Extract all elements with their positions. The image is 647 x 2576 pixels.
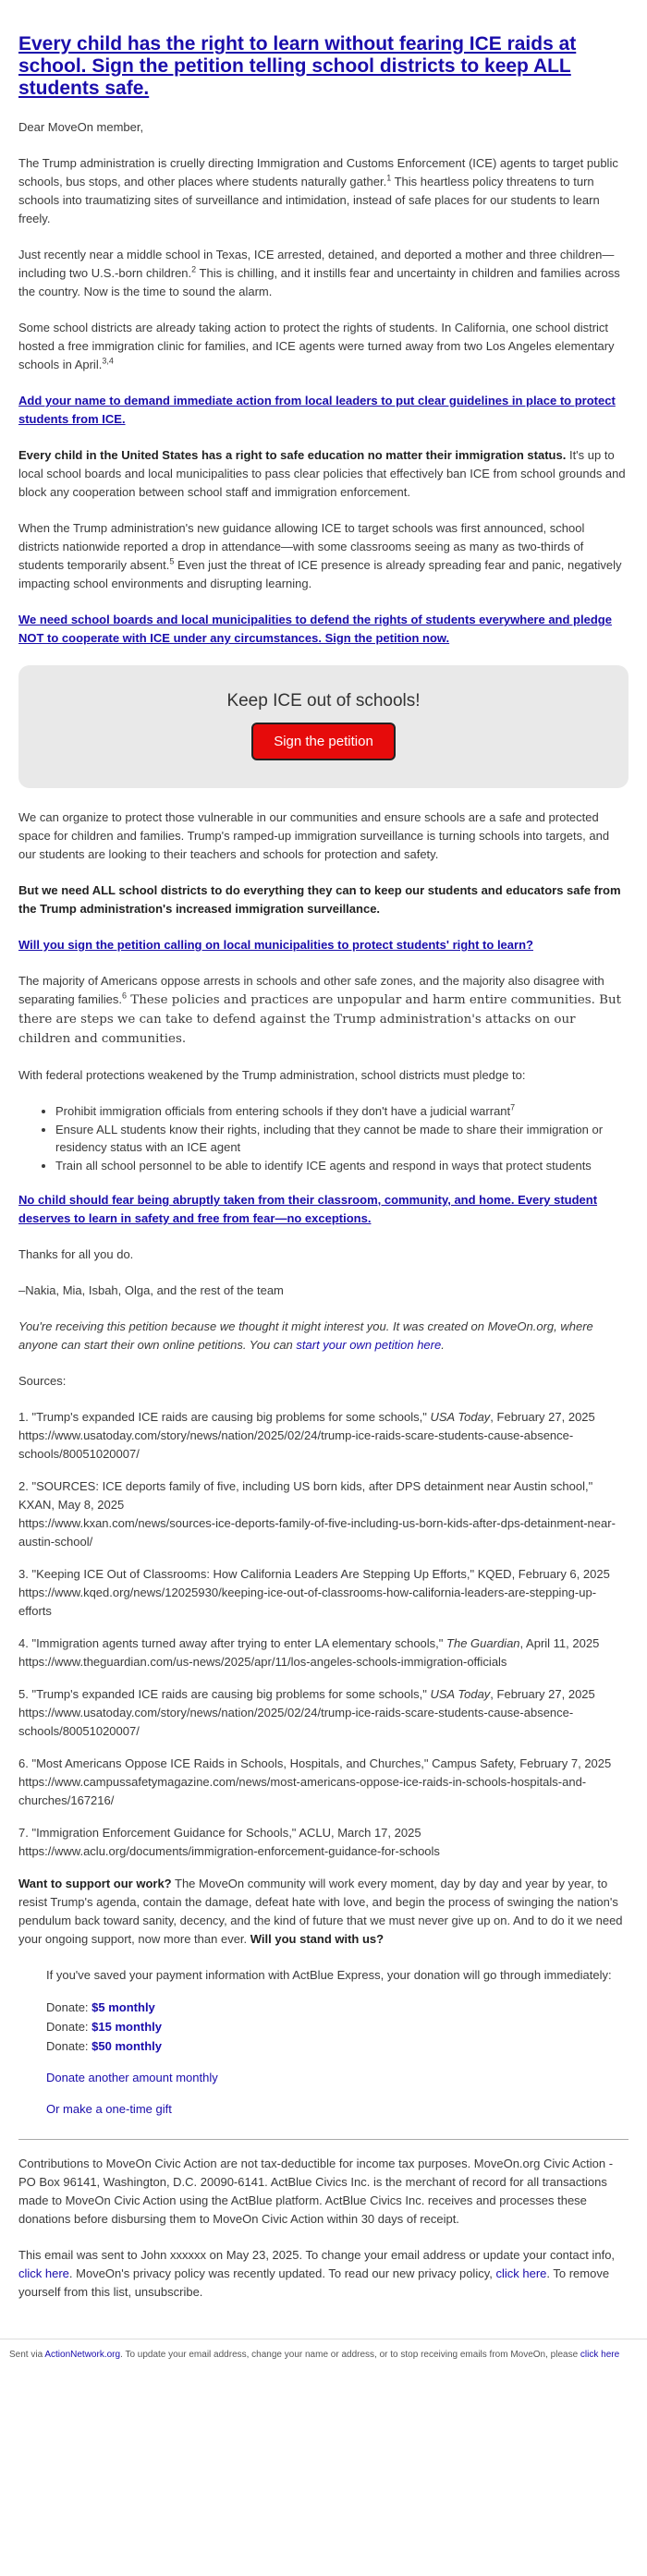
start-petition-link[interactable]: start your own petition here: [296, 1338, 442, 1352]
cta-title: Keep ICE out of schools!: [226, 691, 421, 711]
list-item: • Train all school personnel to be able to identify ICE agents and respond in ways that protect students: [55, 1157, 629, 1174]
footer-click-here-link[interactable]: click here: [580, 2350, 620, 2360]
source-item: 6. "Most Americans Oppose ICE Raids in Schools, Hospitals, and Churches," Campus Safety, February 7, 2025 https://www.campussafetymagazine.com/news/most-americans-oppose-ice-raids-in-schools-hospitals-and-churches/167216/: [18, 1756, 612, 1807]
source-item: 4. "Immigration agents turned away after trying to enter LA elementary schools," The Guardian, April 11, 2025 https://www.theguardian.com/us-news/2025/apr/11/los-angeles-schools-immigration-officials: [18, 1636, 600, 1669]
donate-5-link[interactable]: $5 monthly: [92, 2000, 155, 2014]
sign-petition-button[interactable]: Sign the petition: [251, 723, 396, 760]
action-network-link[interactable]: ActionNetwork.org: [44, 2350, 121, 2360]
source-url: https://www.kqed.org/news/12025930/keeping-ice-out-of-classrooms-how-california-leaders-are-stepping-up-efforts: [18, 1586, 597, 1618]
donate-15-link[interactable]: $15 monthly: [92, 2020, 163, 2034]
source-url: https://www.kxan.com/news/sources-ice-deports-family-of-five-including-us-born-kids-after-dps-detainment-near-austin-school/: [18, 1516, 616, 1549]
donate-block: [18, 1966, 629, 2119]
one-time-gift-link[interactable]: Or make a one-time gift: [46, 2102, 172, 2116]
headline[interactable]: Every child has the right to learn without fearing ICE raids at school. Sign the petition telling school districts to keep ALL students safe.: [18, 33, 577, 99]
sources-label: Sources:: [18, 1374, 67, 1388]
thanks: Thanks for all you do.: [18, 1247, 134, 1261]
email-body: [0, 33, 647, 2302]
cta-box: [18, 665, 629, 788]
divider: [18, 2139, 629, 2140]
rights-paragraph: Every child in the United States has a right to safe education no matter their immigration status. It's up to local school boards and local municipalities to pass clear policies that effectively ban ICE from school grounds and block any cooperation between school staff and immigration enforcement.: [18, 448, 626, 499]
california-paragraph: Some school districts are already taking action to protect the rights of students. In California, one school district hosted a free immigration clinic for families, and ICE agents were turned away from two Los Angeles elementary schools in April.$^{3,4}$: [18, 321, 615, 371]
petition-link-4[interactable]: No child should fear being abruptly taken from their classroom, community, and home. Every student deserves to learn in safety and free from fear—no exceptions.: [18, 1193, 598, 1225]
petition-link-3[interactable]: Will you sign the petition calling on local municipalities to protect students' right to learn?: [18, 938, 533, 952]
organize-paragraph: We can organize to protect those vulnerable in our communities and ensure schools are a safe and protected space for children and families. Trump's ramped-up immigration surveillance is turning schools into targets, and our students are looking to their teachers and schools for protection and safety.: [18, 810, 610, 861]
donate-other-link[interactable]: Donate another amount monthly: [46, 2071, 218, 2084]
donate-row: Donate: $15 monthly: [46, 2020, 163, 2034]
attendance-paragraph: When the Trump administration's new guidance allowing ICE to target schools was first announced, school districts nationwide reported a drop in attendance—with some classrooms seeing as many as two-thirds of students temporarily absent.$^5$ Even just the threat of ICE presence is already spreading fear and panic, negatively impacting school environments and disrupting learning.: [18, 521, 622, 590]
petition-notice: You're receiving this petition because we thought it might interest you. It was created on MoveOn.org, where anyone can start their own online petitions. You can start your own petition here.: [18, 1319, 593, 1352]
donate-50-link[interactable]: $50 monthly: [92, 2039, 163, 2053]
donate-intro: If you've saved your payment information with ActBlue Express, your donation will go through immediately:: [46, 1968, 612, 1982]
footnote-ref: 6: [122, 990, 128, 1001]
footnote-ref: 7: [510, 1102, 516, 1112]
pledge-intro: With federal protections weakened by the Trump administration, school districts must pledge to:: [18, 1068, 526, 1082]
source-item: 3. "Keeping ICE Out of Classrooms: How California Leaders Are Stepping Up Efforts," KQED, February 6, 2025 https://www.kqed.org/news/12025930/keeping-ice-out-of-classrooms-how-california-leaders-are-stepping-up-efforts: [18, 1567, 610, 1618]
texas-paragraph: Just recently near a middle school in Texas, ICE arrested, detained, and deported a mother and three children—including two U.S.-born children.$^2$ This is chilling, and it instills fear and uncertainty in children and families across the country. Now is the time to sound the alarm.: [18, 248, 620, 298]
petition-link-1[interactable]: Add your name to demand immediate action from local leaders to put clear guidelines in place to protect students from ICE.: [18, 394, 616, 426]
signoff: –Nakia, Mia, Isbah, Olga, and the rest of the team: [18, 1283, 284, 1297]
footnote-ref: 3,4: [102, 356, 114, 366]
footnote-ref: 2: [191, 264, 197, 274]
legal-text: Contributions to MoveOn Civic Action are not tax-deductible for income tax purposes. MoveOn.org Civic Action - PO Box 96141, Washington, D.C. 20090-6141. ActBlue Civics Inc. is the merchant of record for all transactions made to MoveOn Civic Action using the ActBlue platform. ActBlue Civics Inc. receives and processes these donations before disbursing them to MoveOn Civic Action within 30 days of receipt.: [18, 2157, 614, 2226]
majority-paragraph: The majority of Americans oppose arrests in schools and other safe zones, and the majority also disagree with separating families.$^6$ These policies and practices are unpopular and harm entire communities. But there are steps we can take to defend against the Trump administration's attacks on our children and communities.: [18, 974, 622, 1046]
source-item: 5. "Trump's expanded ICE raids are causing big problems for some schools," USA Today, February 27, 2025 https://www.usatoday.com/story/news/nation/2025/02/24/trump-ice-raids-scare-students-cause-absence-schools/80051020007/: [18, 1687, 595, 1738]
greeting: Dear MoveOn member,: [18, 120, 144, 134]
footnote-ref: 5: [169, 556, 175, 566]
intro-paragraph: The Trump administration is cruelly directing Immigration and Customs Enforcement (ICE) agents to target public schools, bus stops, and other places where students naturally gather.$^1$ This heartless policy threatens to turn schools into traumatizing sites of surveillance and intimidation, instead of safe places for our students to learn freely.: [18, 156, 618, 225]
sent-to-text: This email was sent to John xxxxxx on May 23, 2025. To change your email address or update your contact info, click here. MoveOn's privacy policy was recently updated. To read our new privacy policy, click here. To remove yourself from this list, unsubscribe.: [18, 2248, 616, 2299]
source-url: https://www.aclu.org/documents/immigration-enforcement-guidance-for-schools: [18, 1844, 440, 1858]
update-contact-link[interactable]: click here: [18, 2266, 69, 2280]
privacy-policy-link[interactable]: click here: [495, 2266, 547, 2280]
source-item: 7. "Immigration Enforcement Guidance for Schools," ACLU, March 17, 2025 https://www.aclu.org/documents/immigration-enforcement-guidance-for-schools: [18, 1826, 440, 1858]
footer: Sent via ActionNetwork.org. To update your email address, change your name or address, or to stop receiving emails from MoveOn, please click here: [0, 2339, 647, 2371]
donate-row: Donate: $5 monthly: [46, 2000, 155, 2014]
all-districts-paragraph: But we need ALL school districts to do everything they can to keep our students and educators safe from the Trump administration's increased immigration surveillance.: [18, 883, 621, 916]
source-url: https://www.usatoday.com/story/news/nation/2025/02/24/trump-ice-raids-scare-students-cause-absence-schools/80051020007/: [18, 1706, 574, 1738]
source-url: https://www.campussafetymagazine.com/news/most-americans-oppose-ice-raids-in-schools-hospitals-and-churches/167216/: [18, 1775, 587, 1807]
list-item: • Ensure ALL students know their rights, including that they cannot be made to share their immigration or residency status with an ICE agent: [55, 1121, 629, 1156]
source-url: https://www.theguardian.com/us-news/2025/apr/11/los-angeles-schools-immigration-officials: [18, 1655, 507, 1669]
petition-link-2[interactable]: We need school boards and local municipalities to defend the rights of students everywhere and pledge NOT to cooperate with ICE under any circumstances. Sign the petition now.: [18, 613, 612, 645]
source-url: https://www.usatoday.com/story/news/nation/2025/02/24/trump-ice-raids-scare-students-cause-absence-schools/80051020007/: [18, 1428, 574, 1461]
support-paragraph: Want to support our work? The MoveOn community will work every moment, day by day and year by year, to resist Trump's agenda, contain the damage, defeat hate with love, and begin the process of swinging the nation's pendulum back toward sanity, decency, and the kind of future that we must never give up on. And to do it we need your ongoing support, now more than ever. Will you stand with us?: [18, 1877, 623, 1946]
list-item: • Prohibit immigration officials from entering schools if they don't have a judicial warrant$^7$: [55, 1102, 629, 1120]
source-item: 1. "Trump's expanded ICE raids are causing big problems for some schools," USA Today, February 27, 2025 https://www.usatoday.com/story/news/nation/2025/02/24/trump-ice-raids-scare-students-cause-absence-schools/80051020007/: [18, 1410, 595, 1461]
footnote-ref: 1: [386, 173, 392, 183]
donate-row: Donate: $50 monthly: [46, 2039, 163, 2053]
pledge-list: [18, 1102, 629, 1174]
source-item: 2. "SOURCES: ICE deports family of five, including US born kids, after DPS detainment near Austin school," KXAN, May 8, 2025 https://www.kxan.com/news/sources-ice-deports-family-of-five-including-us-born-kids-after-dps-detainment-near-austin-school/: [18, 1479, 616, 1549]
